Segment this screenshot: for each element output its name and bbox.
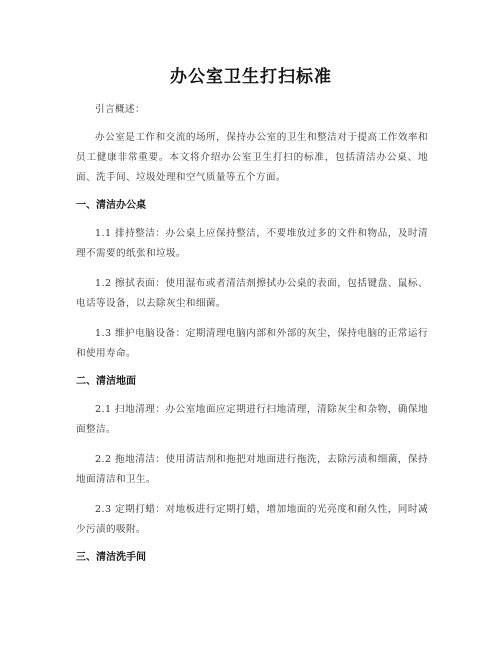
section-heading: 一、清洁办公桌 — [76, 200, 146, 211]
page-title: 办公室卫生打扫标准 — [170, 67, 332, 87]
section-clean-desk — [76, 198, 428, 364]
section-paragraph: 1.3 维护电脑设备：定期清理电脑内部和外部的灰尘，保持电脑的正常运行和使用寿命。 — [76, 328, 428, 359]
section-clean-floor — [76, 374, 428, 540]
section-heading: 二、清洁地面 — [76, 376, 136, 387]
section-paragraph: 2.2 拖地清洁：使用清洁剂和拖把对地面进行拖洗，去除污渍和细菌，保持地面清洁和卫生。 — [76, 454, 428, 485]
intro-paragraph: 办公室是工作和交流的场所，保持办公室的卫生和整洁对于提高工作效率和员工健康非常重要。本文将介绍办公室卫生打扫的标准，包括清洁办公桌、地面、洗手间、垃圾处理和空气质量等五个方面。 — [76, 132, 428, 183]
intro-label: 引言概述： — [95, 104, 145, 115]
section-paragraph: 2.1 扫地清理：办公室地面应定期进行扫地清理，清除灰尘和杂物，确保地面整洁。 — [76, 404, 428, 435]
section-clean-restroom — [76, 550, 428, 566]
section-paragraph: 1.2 擦拭表面：使用湿布或者清洁剂擦拭办公桌的表面，包括键盘、鼠标、电话等设备，以去除灰尘和细菌。 — [76, 278, 428, 309]
section-heading: 三、清洁洗手间 — [76, 552, 146, 563]
section-paragraph: 1.1 排持整洁：办公桌上应保持整洁，不要堆放过多的文件和物品，及时清理不需要的纸张和垃圾。 — [76, 228, 428, 259]
section-paragraph: 2.3 定期打蜡：对地板进行定期打蜡，增加地面的光亮度和耐久性，同时减少污渍的吸附。 — [76, 504, 428, 535]
document-body — [76, 100, 428, 576]
